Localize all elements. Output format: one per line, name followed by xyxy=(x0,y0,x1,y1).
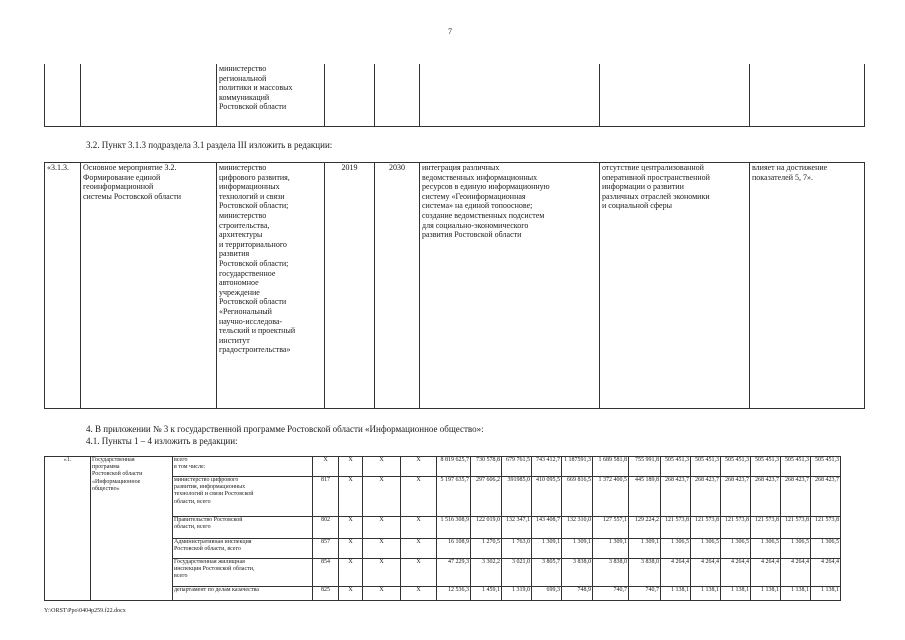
executor-line: Ростовской области; xyxy=(219,201,289,211)
amount-cell: 4 264,4 xyxy=(721,559,751,587)
amount-cell: 755 991,8 xyxy=(629,457,661,477)
code-rzpr: X xyxy=(339,559,363,587)
amount-cell: 748,9 xyxy=(562,587,593,601)
amount-cell: 505 451,3 xyxy=(721,457,751,477)
executor-name-line: технологий и связи Ростовской xyxy=(174,491,254,498)
amount-cell: 743 412,7 xyxy=(532,457,562,477)
executor-name xyxy=(173,517,313,539)
amount-cell: 505 451,3 xyxy=(661,457,691,477)
executor-line: Ростовской области xyxy=(219,102,287,112)
code-vr: X xyxy=(401,457,437,477)
table-3-1-3 xyxy=(44,162,865,409)
amount-cell: 410 095,5 xyxy=(532,477,562,517)
executor-line: и территориального xyxy=(219,239,287,249)
paragraph-4-1: 4.1. Пункты 1 – 4 изложить в редакции: xyxy=(86,436,238,446)
code-grbs: 854 xyxy=(313,559,339,587)
amount-cell: 121 573,8 xyxy=(721,517,751,539)
code-grbs: X xyxy=(313,457,339,477)
amount-cell: 1 306,5 xyxy=(811,539,841,559)
amount-cell: 1 763,0 xyxy=(502,539,532,559)
code-vr: X xyxy=(401,559,437,587)
code-rzpr: X xyxy=(339,517,363,539)
amount-cell: 143 408,7 xyxy=(532,517,562,539)
consequence-line: оперативной пространственной xyxy=(602,172,710,182)
amount-cell: 1 306,5 xyxy=(751,539,781,559)
status-line: общество» xyxy=(92,485,120,492)
executor-name-line: инспекция Ростовской области, xyxy=(174,566,255,573)
code-csr: X xyxy=(363,559,401,587)
end-year: 2030 xyxy=(375,163,420,409)
status-line: программа xyxy=(92,464,120,471)
executor-line: региональной xyxy=(219,73,267,83)
amount-cell: 699,3 xyxy=(532,587,562,601)
executor-name-line: министерство цифрового xyxy=(174,477,239,483)
status-line: Государственная xyxy=(92,457,135,463)
result-line: развития Ростовской области xyxy=(422,230,522,240)
code-grbs: 825 xyxy=(313,587,339,601)
amount-cell: 121 573,8 xyxy=(781,517,811,539)
amount-cell: 121 573,8 xyxy=(661,517,691,539)
amount-cell: 4 264,4 xyxy=(691,559,721,587)
executor-name xyxy=(173,457,313,477)
amount-cell: 669 816,5 xyxy=(562,477,593,517)
amount-cell: 505 451,3 xyxy=(781,457,811,477)
result-line: система» на единой топооснове; xyxy=(422,201,533,211)
code-vr: X xyxy=(401,587,437,601)
amount-cell: 1 309,1 xyxy=(532,539,562,559)
executor-name-line: Государственная жилищная xyxy=(174,559,245,565)
amount-cell: 47 229,3 xyxy=(437,559,471,587)
amount-cell: 3 838,0 xyxy=(562,559,593,587)
amount-cell: 3 302,2 xyxy=(471,559,502,587)
amount-cell: 4 264,4 xyxy=(751,559,781,587)
amount-cell: 268 423,7 xyxy=(661,477,691,517)
amount-cell: 121 573,8 xyxy=(691,517,721,539)
executor-name-line: всего xyxy=(174,457,188,463)
amount-cell: 132 310,0 xyxy=(562,517,593,539)
amount-cell: 268 423,7 xyxy=(781,477,811,517)
amount-cell: 505 451,3 xyxy=(751,457,781,477)
result-line: для социально-экономического xyxy=(422,220,529,230)
executor-line: учреждение xyxy=(219,287,260,297)
executor-line: архитектуры xyxy=(219,230,263,240)
amount-cell: 679 761,5 xyxy=(502,457,532,477)
result-line: ведомственных информационных xyxy=(422,172,538,182)
table-continuation xyxy=(44,64,865,127)
event-name-line: Формирование единой xyxy=(83,172,161,182)
code-grbs: 802 xyxy=(313,517,339,539)
amount-cell: 1 516 308,9 xyxy=(437,517,471,539)
amount-cell: 132 347,1 xyxy=(502,517,532,539)
relation-line: показателей 5, 7». xyxy=(752,172,813,182)
paragraph-3-2: 3.2. Пункт 3.1.3 подраздела 3.1 раздела III изложить в редакции: xyxy=(86,140,333,150)
code-rzpr: X xyxy=(339,457,363,477)
code-vr: X xyxy=(401,517,437,539)
relation-line: влияет на достижение xyxy=(752,163,828,172)
status-line: Ростовской области xyxy=(92,471,143,478)
footer-path: Y:\ORST\Ppo\0404p259.f22.docx xyxy=(44,608,126,614)
amount-cell: 505 451,3 xyxy=(811,457,841,477)
result-line: систему «Геоинформационная xyxy=(422,191,526,201)
executor-line: министерство xyxy=(219,64,267,73)
code-csr: X xyxy=(363,539,401,559)
executor-line: коммуникаций xyxy=(219,92,270,102)
consequences xyxy=(600,163,750,409)
amount-cell: 268 423,7 xyxy=(691,477,721,517)
code-rzpr: X xyxy=(339,539,363,559)
page-number: 7 xyxy=(448,27,452,36)
executor-line: автономное xyxy=(219,278,259,288)
executor-line: информационных xyxy=(219,182,280,192)
amount-cell: 1 187591,3 xyxy=(562,457,593,477)
amount-cell: 730 578,8 xyxy=(471,457,502,477)
amount-cell: 1 306,5 xyxy=(721,539,751,559)
amount-cell: 127 557,1 xyxy=(593,517,629,539)
amount-cell: 4 264,4 xyxy=(781,559,811,587)
event-name-line: системы Ростовской области xyxy=(83,191,182,201)
executor-line: развития xyxy=(219,249,250,259)
result-line: интеграция различных xyxy=(422,163,500,172)
executor xyxy=(217,163,325,409)
code-grbs: 857 xyxy=(313,539,339,559)
paragraph-4: 4. В приложении № 3 к государственной программе Ростовской области «Информационное общество»: xyxy=(86,424,484,434)
executor-name-line: области, всего xyxy=(174,498,211,505)
executor-name-line: департамент по делам казачества xyxy=(174,587,259,593)
amount-cell: 1 306,5 xyxy=(691,539,721,559)
amount-cell: 1 309,1 xyxy=(593,539,629,559)
executor-name xyxy=(173,539,313,559)
executor-line: политики и массовых xyxy=(219,83,293,93)
amount-cell: 1 372 400,5 xyxy=(593,477,629,517)
finance-table xyxy=(44,456,871,601)
event-name-line: геоинформационной xyxy=(83,182,154,192)
executor-line: министерство xyxy=(219,210,267,220)
amount-cell: 1 309,1 xyxy=(562,539,593,559)
amount-cell: 1 138,1 xyxy=(721,587,751,601)
amount-cell: 129 224,2 xyxy=(629,517,661,539)
row-number: «3.1.3. xyxy=(45,163,81,409)
consequence-line: и социальной сферы xyxy=(602,201,672,211)
start-year: 2019 xyxy=(325,163,375,409)
amount-cell: 268 423,7 xyxy=(811,477,841,517)
expected-result xyxy=(420,163,600,409)
amount-cell: 4 264,4 xyxy=(661,559,691,587)
amount-cell: 8 819 625,7 xyxy=(437,457,471,477)
amount-cell: 1 306,5 xyxy=(661,539,691,559)
amount-cell: 1 270,5 xyxy=(471,539,502,559)
executor-name-line: Административная инспекция xyxy=(174,539,252,545)
amount-cell: 268 423,7 xyxy=(751,477,781,517)
amount-cell: 3 021,0 xyxy=(502,559,532,587)
executor-name-line: развития, информационных xyxy=(174,484,246,491)
code-vr: X xyxy=(401,477,437,517)
amount-cell: 5 197 635,7 xyxy=(437,477,471,517)
executor-name-line: Ростовской области, всего xyxy=(174,546,241,553)
executor-name-line: в том числе: xyxy=(174,464,206,471)
table-row xyxy=(45,457,871,477)
status-line: «Информационное xyxy=(92,478,141,485)
amount-cell: 1 138,1 xyxy=(691,587,721,601)
amount-cell: 1 138,1 xyxy=(781,587,811,601)
amount-cell: 12 536,3 xyxy=(437,587,471,601)
executor-cell xyxy=(217,64,325,126)
executor-line: градостроительства» xyxy=(219,345,291,355)
executor-name xyxy=(173,559,313,587)
event-name xyxy=(81,163,217,409)
code-rzpr: X xyxy=(339,477,363,517)
code-vr: X xyxy=(401,539,437,559)
amount-cell: 268 423,7 xyxy=(721,477,751,517)
amount-cell: 445 189,8 xyxy=(629,477,661,517)
amount-cell: 1 459,1 xyxy=(471,587,502,601)
amount-cell: 122 019,0 xyxy=(471,517,502,539)
amount-cell: 1 138,1 xyxy=(661,587,691,601)
event-name-line: Основное мероприятие 3.2. xyxy=(83,163,177,172)
executor-line: строительства, xyxy=(219,220,270,230)
executor-line: Ростовской области; xyxy=(219,258,289,268)
amount-cell: 1 319,0 xyxy=(502,587,532,601)
amount-cell: 121 573,8 xyxy=(811,517,841,539)
amount-cell: 16 108,9 xyxy=(437,539,471,559)
amount-cell: 1 306,5 xyxy=(781,539,811,559)
amount-cell: 740,7 xyxy=(629,587,661,601)
executor-name-line: всего xyxy=(174,573,188,580)
amount-cell: 3 838,0 xyxy=(629,559,661,587)
code-grbs: 817 xyxy=(313,477,339,517)
row-number: «1. xyxy=(45,457,91,601)
executor-name-line: области, всего xyxy=(174,524,211,531)
executor-line: министерство xyxy=(219,163,267,172)
amount-cell: 4 264,4 xyxy=(811,559,841,587)
amount-cell: 1 138,1 xyxy=(811,587,841,601)
amount-cell: 391985,0 xyxy=(502,477,532,517)
amount-cell: 297 606,2 xyxy=(471,477,502,517)
amount-cell: 1 138,1 xyxy=(751,587,781,601)
amount-cell: 740,7 xyxy=(593,587,629,601)
code-csr: X xyxy=(363,457,401,477)
consequence-line: информации о развитии xyxy=(602,182,684,192)
result-line: создание ведомственных подсистем xyxy=(422,210,545,220)
executor-line: государственное xyxy=(219,268,276,278)
amount-cell: 3 805,7 xyxy=(532,559,562,587)
indicator-relation xyxy=(750,163,865,409)
code-csr: X xyxy=(363,477,401,517)
amount-cell: 1 689 581,8 xyxy=(593,457,629,477)
amount-cell: 3 838,0 xyxy=(593,559,629,587)
code-rzpr: X xyxy=(339,587,363,601)
executor-line: цифрового развития, xyxy=(219,172,290,182)
executor-name xyxy=(173,477,313,517)
executor-line: «Региональный xyxy=(219,306,272,316)
amount-cell: 121 573,8 xyxy=(751,517,781,539)
executor-line: научно-исследова- xyxy=(219,316,283,326)
executor-name-line: Правительство Ростовской xyxy=(174,517,243,523)
code-csr: X xyxy=(363,587,401,601)
result-line: ресурсов в единую информационную xyxy=(422,182,550,192)
executor-line: институт xyxy=(219,335,250,345)
executor-line: технологий и связи xyxy=(219,191,285,201)
program-status xyxy=(91,457,173,601)
executor-line: тельский и проектный xyxy=(219,326,296,336)
amount-cell: 1 309,1 xyxy=(629,539,661,559)
consequence-line: различных отраслей экономики xyxy=(602,191,710,201)
amount-cell: 505 451,3 xyxy=(691,457,721,477)
consequence-line: отсутствие централизованной xyxy=(602,163,704,172)
executor-name xyxy=(173,587,313,601)
executor-line: Ростовской области xyxy=(219,297,287,307)
code-csr: X xyxy=(363,517,401,539)
